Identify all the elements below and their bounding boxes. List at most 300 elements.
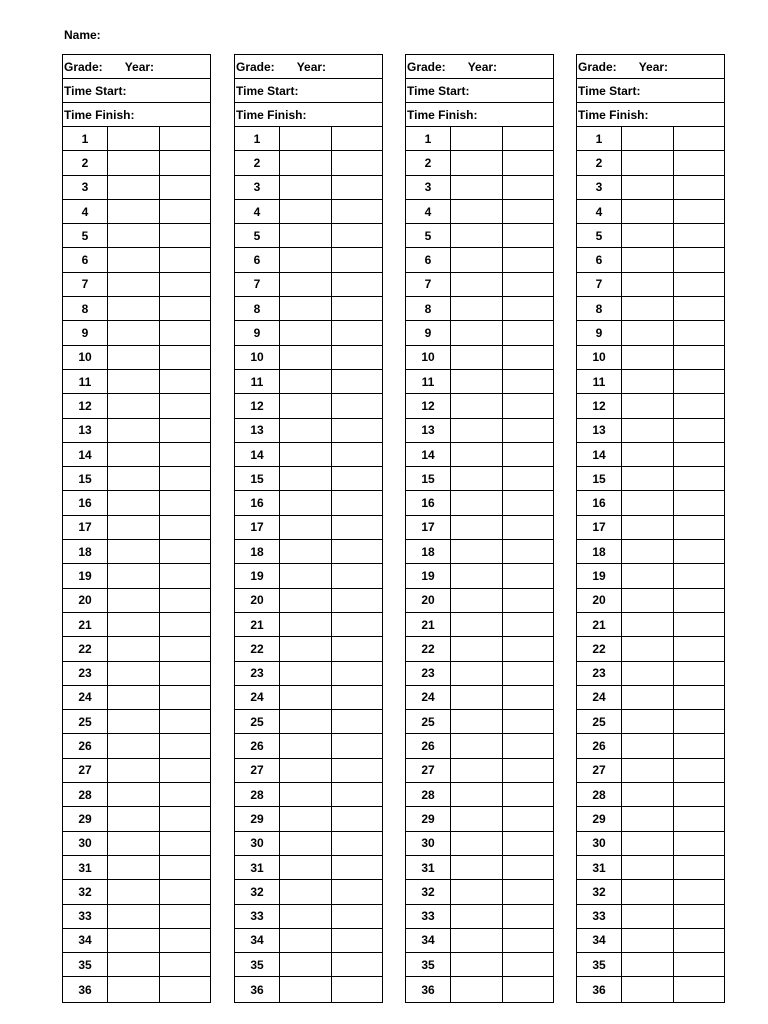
mark-cell[interactable] <box>160 346 210 369</box>
answer-cell[interactable] <box>108 759 160 782</box>
mark-cell[interactable] <box>674 783 724 806</box>
mark-cell[interactable] <box>332 880 382 903</box>
mark-cell[interactable] <box>160 200 210 223</box>
answer-cell[interactable] <box>280 394 332 417</box>
mark-cell[interactable] <box>674 564 724 587</box>
mark-cell[interactable] <box>503 321 553 344</box>
mark-cell[interactable] <box>332 273 382 296</box>
answer-cell[interactable] <box>280 734 332 757</box>
answer-cell[interactable] <box>451 880 503 903</box>
answer-row <box>406 880 553 904</box>
mark-cell[interactable] <box>160 394 210 417</box>
mark-cell[interactable] <box>674 248 724 271</box>
answer-cell[interactable] <box>622 127 674 150</box>
mark-cell[interactable] <box>503 953 553 976</box>
mark-cell[interactable] <box>674 710 724 733</box>
answer-cell[interactable] <box>108 321 160 344</box>
answer-cell[interactable] <box>451 248 503 271</box>
mark-cell[interactable] <box>332 953 382 976</box>
mark-cell[interactable] <box>332 637 382 660</box>
mark-cell[interactable] <box>332 248 382 271</box>
mark-cell[interactable] <box>160 248 210 271</box>
answer-cell[interactable] <box>451 637 503 660</box>
mark-cell[interactable] <box>160 297 210 320</box>
mark-cell[interactable] <box>674 540 724 563</box>
answer-cell[interactable] <box>451 613 503 636</box>
mark-cell[interactable] <box>332 419 382 442</box>
answer-cell[interactable] <box>622 151 674 174</box>
mark-cell[interactable] <box>332 540 382 563</box>
answer-cell[interactable] <box>622 637 674 660</box>
mark-cell[interactable] <box>503 297 553 320</box>
answer-cell[interactable] <box>622 783 674 806</box>
answer-cell[interactable] <box>108 734 160 757</box>
mark-cell[interactable] <box>674 176 724 199</box>
mark-cell[interactable] <box>674 370 724 393</box>
mark-cell[interactable] <box>160 419 210 442</box>
answer-cell[interactable] <box>280 127 332 150</box>
mark-cell[interactable] <box>503 637 553 660</box>
mark-cell[interactable] <box>160 686 210 709</box>
mark-cell[interactable] <box>332 370 382 393</box>
mark-cell[interactable] <box>332 710 382 733</box>
answer-cell[interactable] <box>280 370 332 393</box>
mark-cell[interactable] <box>503 224 553 247</box>
mark-cell[interactable] <box>503 589 553 612</box>
mark-cell[interactable] <box>674 224 724 247</box>
mark-cell[interactable] <box>332 151 382 174</box>
mark-cell[interactable] <box>160 734 210 757</box>
mark-cell[interactable] <box>160 321 210 344</box>
mark-cell[interactable] <box>160 710 210 733</box>
mark-cell[interactable] <box>674 589 724 612</box>
answer-cell[interactable] <box>108 151 160 174</box>
mark-cell[interactable] <box>674 419 724 442</box>
question-number: 2 <box>577 151 622 174</box>
mark-cell[interactable] <box>503 248 553 271</box>
answer-cell[interactable] <box>280 832 332 855</box>
question-number: 24 <box>63 686 108 709</box>
mark-cell[interactable] <box>674 321 724 344</box>
mark-cell[interactable] <box>503 370 553 393</box>
answer-cell[interactable] <box>622 977 674 1001</box>
mark-cell[interactable] <box>332 832 382 855</box>
mark-cell[interactable] <box>503 564 553 587</box>
answer-cell[interactable] <box>451 467 503 490</box>
mark-cell[interactable] <box>332 564 382 587</box>
mark-cell[interactable] <box>674 880 724 903</box>
answer-cell[interactable] <box>451 832 503 855</box>
answer-cell[interactable] <box>280 929 332 952</box>
mark-cell[interactable] <box>332 297 382 320</box>
answer-cell[interactable] <box>108 564 160 587</box>
answer-cell[interactable] <box>622 443 674 466</box>
answer-cell[interactable] <box>622 589 674 612</box>
mark-cell[interactable] <box>332 346 382 369</box>
mark-cell[interactable] <box>160 953 210 976</box>
answer-cell[interactable] <box>108 686 160 709</box>
answer-cell[interactable] <box>451 564 503 587</box>
mark-cell[interactable] <box>160 637 210 660</box>
answer-cell[interactable] <box>280 491 332 514</box>
answer-cell[interactable] <box>108 200 160 223</box>
answer-cell[interactable] <box>108 297 160 320</box>
mark-cell[interactable] <box>503 807 553 830</box>
answer-cell[interactable] <box>622 856 674 879</box>
answer-cell[interactable] <box>108 176 160 199</box>
mark-cell[interactable] <box>332 467 382 490</box>
mark-cell[interactable] <box>332 224 382 247</box>
answer-cell[interactable] <box>451 321 503 344</box>
mark-cell[interactable] <box>160 662 210 685</box>
answer-cell[interactable] <box>108 467 160 490</box>
answer-cell[interactable] <box>280 151 332 174</box>
answer-cell[interactable] <box>108 516 160 539</box>
answer-cell[interactable] <box>451 127 503 150</box>
answer-cell[interactable] <box>451 710 503 733</box>
answer-cell[interactable] <box>280 443 332 466</box>
mark-cell[interactable] <box>674 346 724 369</box>
answer-cell[interactable] <box>622 200 674 223</box>
answer-cell[interactable] <box>622 273 674 296</box>
answer-cell[interactable] <box>451 686 503 709</box>
answer-cell[interactable] <box>108 370 160 393</box>
mark-cell[interactable] <box>674 686 724 709</box>
answer-cell[interactable] <box>622 832 674 855</box>
mark-cell[interactable] <box>332 662 382 685</box>
mark-cell[interactable] <box>674 662 724 685</box>
mark-cell[interactable] <box>674 977 724 1001</box>
mark-cell[interactable] <box>503 273 553 296</box>
mark-cell[interactable] <box>674 832 724 855</box>
mark-cell[interactable] <box>160 880 210 903</box>
mark-cell[interactable] <box>503 346 553 369</box>
answer-cell[interactable] <box>622 807 674 830</box>
mark-cell[interactable] <box>503 394 553 417</box>
mark-cell[interactable] <box>332 613 382 636</box>
mark-cell[interactable] <box>332 856 382 879</box>
answer-cell[interactable] <box>280 273 332 296</box>
answer-cell[interactable] <box>280 759 332 782</box>
mark-cell[interactable] <box>674 637 724 660</box>
mark-cell[interactable] <box>674 613 724 636</box>
mark-cell[interactable] <box>674 394 724 417</box>
mark-cell[interactable] <box>674 491 724 514</box>
answer-cell[interactable] <box>108 127 160 150</box>
mark-cell[interactable] <box>503 176 553 199</box>
mark-cell[interactable] <box>160 929 210 952</box>
answer-cell[interactable] <box>622 905 674 928</box>
answer-cell[interactable] <box>622 321 674 344</box>
answer-cell[interactable] <box>108 224 160 247</box>
question-number: 33 <box>406 905 451 928</box>
mark-cell[interactable] <box>503 783 553 806</box>
mark-cell[interactable] <box>332 686 382 709</box>
answer-cell[interactable] <box>108 248 160 271</box>
mark-cell[interactable] <box>503 977 553 1001</box>
mark-cell[interactable] <box>674 467 724 490</box>
mark-cell[interactable] <box>503 200 553 223</box>
answer-cell[interactable] <box>108 419 160 442</box>
mark-cell[interactable] <box>503 516 553 539</box>
mark-cell[interactable] <box>503 759 553 782</box>
answer-cell[interactable] <box>108 880 160 903</box>
answer-cell[interactable] <box>622 953 674 976</box>
question-number: 9 <box>406 321 451 344</box>
answer-cell[interactable] <box>622 419 674 442</box>
question-number: 12 <box>406 394 451 417</box>
mark-cell[interactable] <box>332 589 382 612</box>
answer-cell[interactable] <box>280 419 332 442</box>
answer-cell[interactable] <box>108 807 160 830</box>
mark-cell[interactable] <box>160 807 210 830</box>
mark-cell[interactable] <box>503 491 553 514</box>
answer-cell[interactable] <box>451 905 503 928</box>
mark-cell[interactable] <box>160 832 210 855</box>
mark-cell[interactable] <box>503 613 553 636</box>
mark-cell[interactable] <box>332 176 382 199</box>
answer-cell[interactable] <box>108 905 160 928</box>
answer-cell[interactable] <box>108 273 160 296</box>
mark-cell[interactable] <box>160 783 210 806</box>
answer-cell[interactable] <box>622 370 674 393</box>
answer-cell[interactable] <box>451 953 503 976</box>
mark-cell[interactable] <box>160 516 210 539</box>
answer-cell[interactable] <box>622 491 674 514</box>
answer-cell[interactable] <box>108 710 160 733</box>
mark-cell[interactable] <box>503 662 553 685</box>
answer-rows <box>406 127 553 1002</box>
answer-cell[interactable] <box>622 224 674 247</box>
mark-cell[interactable] <box>674 759 724 782</box>
answer-cell[interactable] <box>622 929 674 952</box>
answer-cell[interactable] <box>280 807 332 830</box>
answer-cell[interactable] <box>622 759 674 782</box>
answer-cell[interactable] <box>280 248 332 271</box>
answer-cell[interactable] <box>451 200 503 223</box>
answer-cell[interactable] <box>451 176 503 199</box>
answer-cell[interactable] <box>280 637 332 660</box>
answer-cell[interactable] <box>108 856 160 879</box>
answer-cell[interactable] <box>108 589 160 612</box>
mark-cell[interactable] <box>160 273 210 296</box>
answer-cell[interactable] <box>451 491 503 514</box>
answer-cell[interactable] <box>451 589 503 612</box>
question-number: 29 <box>235 807 280 830</box>
mark-cell[interactable] <box>332 127 382 150</box>
mark-cell[interactable] <box>160 540 210 563</box>
answer-cell[interactable] <box>451 759 503 782</box>
answer-cell[interactable] <box>280 564 332 587</box>
mark-cell[interactable] <box>503 734 553 757</box>
answer-cell[interactable] <box>280 783 332 806</box>
mark-cell[interactable] <box>503 151 553 174</box>
mark-cell[interactable] <box>332 443 382 466</box>
mark-cell[interactable] <box>160 613 210 636</box>
answer-cell[interactable] <box>622 516 674 539</box>
answer-cell[interactable] <box>280 224 332 247</box>
answer-cell[interactable] <box>280 589 332 612</box>
mark-cell[interactable] <box>503 880 553 903</box>
answer-cell[interactable] <box>280 176 332 199</box>
mark-cell[interactable] <box>160 224 210 247</box>
answer-cell[interactable] <box>451 419 503 442</box>
mark-cell[interactable] <box>674 443 724 466</box>
answer-cell[interactable] <box>108 953 160 976</box>
mark-cell[interactable] <box>503 540 553 563</box>
answer-cell[interactable] <box>451 370 503 393</box>
answer-cell[interactable] <box>108 783 160 806</box>
answer-cell[interactable] <box>280 710 332 733</box>
mark-cell[interactable] <box>503 710 553 733</box>
answer-cell[interactable] <box>280 905 332 928</box>
mark-cell[interactable] <box>160 905 210 928</box>
answer-cell[interactable] <box>280 613 332 636</box>
answer-cell[interactable] <box>280 686 332 709</box>
answer-cell[interactable] <box>622 564 674 587</box>
mark-cell[interactable] <box>160 856 210 879</box>
answer-cell[interactable] <box>108 394 160 417</box>
mark-cell[interactable] <box>332 321 382 344</box>
answer-cell[interactable] <box>108 443 160 466</box>
mark-cell[interactable] <box>332 807 382 830</box>
mark-cell[interactable] <box>332 200 382 223</box>
mark-cell[interactable] <box>503 856 553 879</box>
answer-cell[interactable] <box>280 321 332 344</box>
answer-cell[interactable] <box>108 540 160 563</box>
answer-cell[interactable] <box>108 637 160 660</box>
mark-cell[interactable] <box>332 759 382 782</box>
mark-cell[interactable] <box>503 686 553 709</box>
mark-cell[interactable] <box>674 127 724 150</box>
mark-cell[interactable] <box>503 419 553 442</box>
answer-cell[interactable] <box>280 880 332 903</box>
answer-cell[interactable] <box>451 273 503 296</box>
mark-cell[interactable] <box>160 127 210 150</box>
answer-cell[interactable] <box>451 540 503 563</box>
mark-cell[interactable] <box>674 807 724 830</box>
mark-cell[interactable] <box>674 734 724 757</box>
answer-cell[interactable] <box>280 467 332 490</box>
mark-cell[interactable] <box>674 516 724 539</box>
answer-cell[interactable] <box>451 807 503 830</box>
answer-cell[interactable] <box>622 880 674 903</box>
answer-cell[interactable] <box>622 394 674 417</box>
mark-cell[interactable] <box>160 370 210 393</box>
mark-cell[interactable] <box>674 905 724 928</box>
mark-cell[interactable] <box>332 734 382 757</box>
mark-cell[interactable] <box>674 953 724 976</box>
question-number: 15 <box>577 467 622 490</box>
answer-cell[interactable] <box>622 467 674 490</box>
answer-cell[interactable] <box>451 929 503 952</box>
answer-cell[interactable] <box>108 929 160 952</box>
answer-cell[interactable] <box>622 176 674 199</box>
mark-cell[interactable] <box>160 151 210 174</box>
mark-cell[interactable] <box>160 759 210 782</box>
answer-cell[interactable] <box>622 346 674 369</box>
mark-cell[interactable] <box>674 273 724 296</box>
mark-cell[interactable] <box>332 516 382 539</box>
answer-cell[interactable] <box>622 686 674 709</box>
mark-cell[interactable] <box>674 151 724 174</box>
answer-cell[interactable] <box>280 297 332 320</box>
answer-cell[interactable] <box>451 151 503 174</box>
mark-cell[interactable] <box>674 297 724 320</box>
mark-cell[interactable] <box>160 443 210 466</box>
mark-cell[interactable] <box>503 929 553 952</box>
answer-cell[interactable] <box>622 613 674 636</box>
answer-cell[interactable] <box>108 977 160 1001</box>
mark-cell[interactable] <box>332 491 382 514</box>
answer-cell[interactable] <box>451 443 503 466</box>
answer-cell[interactable] <box>451 734 503 757</box>
mark-cell[interactable] <box>674 200 724 223</box>
answer-cell[interactable] <box>622 662 674 685</box>
answer-cell[interactable] <box>108 662 160 685</box>
answer-cell[interactable] <box>451 346 503 369</box>
answer-row <box>63 710 210 734</box>
mark-cell[interactable] <box>674 929 724 952</box>
answer-cell[interactable] <box>108 491 160 514</box>
answer-cell[interactable] <box>622 248 674 271</box>
answer-cell[interactable] <box>280 662 332 685</box>
answer-cell[interactable] <box>451 856 503 879</box>
answer-cell[interactable] <box>280 977 332 1001</box>
mark-cell[interactable] <box>160 491 210 514</box>
answer-cell[interactable] <box>622 540 674 563</box>
mark-cell[interactable] <box>160 589 210 612</box>
mark-cell[interactable] <box>332 394 382 417</box>
mark-cell[interactable] <box>160 977 210 1001</box>
mark-cell[interactable] <box>503 443 553 466</box>
answer-cell[interactable] <box>451 662 503 685</box>
mark-cell[interactable] <box>332 783 382 806</box>
answer-cell[interactable] <box>451 783 503 806</box>
answer-cell[interactable] <box>280 953 332 976</box>
answer-cell[interactable] <box>108 346 160 369</box>
mark-cell[interactable] <box>332 905 382 928</box>
answer-cell[interactable] <box>451 516 503 539</box>
answer-cell[interactable] <box>451 224 503 247</box>
answer-row <box>235 321 382 345</box>
answer-cell[interactable] <box>108 613 160 636</box>
mark-cell[interactable] <box>503 832 553 855</box>
answer-cell[interactable] <box>622 734 674 757</box>
answer-cell[interactable] <box>280 856 332 879</box>
mark-cell[interactable] <box>674 856 724 879</box>
answer-cell[interactable] <box>451 297 503 320</box>
mark-cell[interactable] <box>332 977 382 1001</box>
answer-cell[interactable] <box>622 710 674 733</box>
answer-cell[interactable] <box>108 832 160 855</box>
answer-cell[interactable] <box>280 516 332 539</box>
mark-cell[interactable] <box>160 564 210 587</box>
answer-cell[interactable] <box>622 297 674 320</box>
answer-cell[interactable] <box>280 540 332 563</box>
answer-cell[interactable] <box>451 977 503 1001</box>
mark-cell[interactable] <box>160 467 210 490</box>
answer-cell[interactable] <box>451 394 503 417</box>
question-number: 2 <box>235 151 280 174</box>
mark-cell[interactable] <box>503 905 553 928</box>
answer-cell[interactable] <box>280 346 332 369</box>
mark-cell[interactable] <box>160 176 210 199</box>
mark-cell[interactable] <box>332 929 382 952</box>
answer-cell[interactable] <box>280 200 332 223</box>
mark-cell[interactable] <box>503 127 553 150</box>
mark-cell[interactable] <box>503 467 553 490</box>
